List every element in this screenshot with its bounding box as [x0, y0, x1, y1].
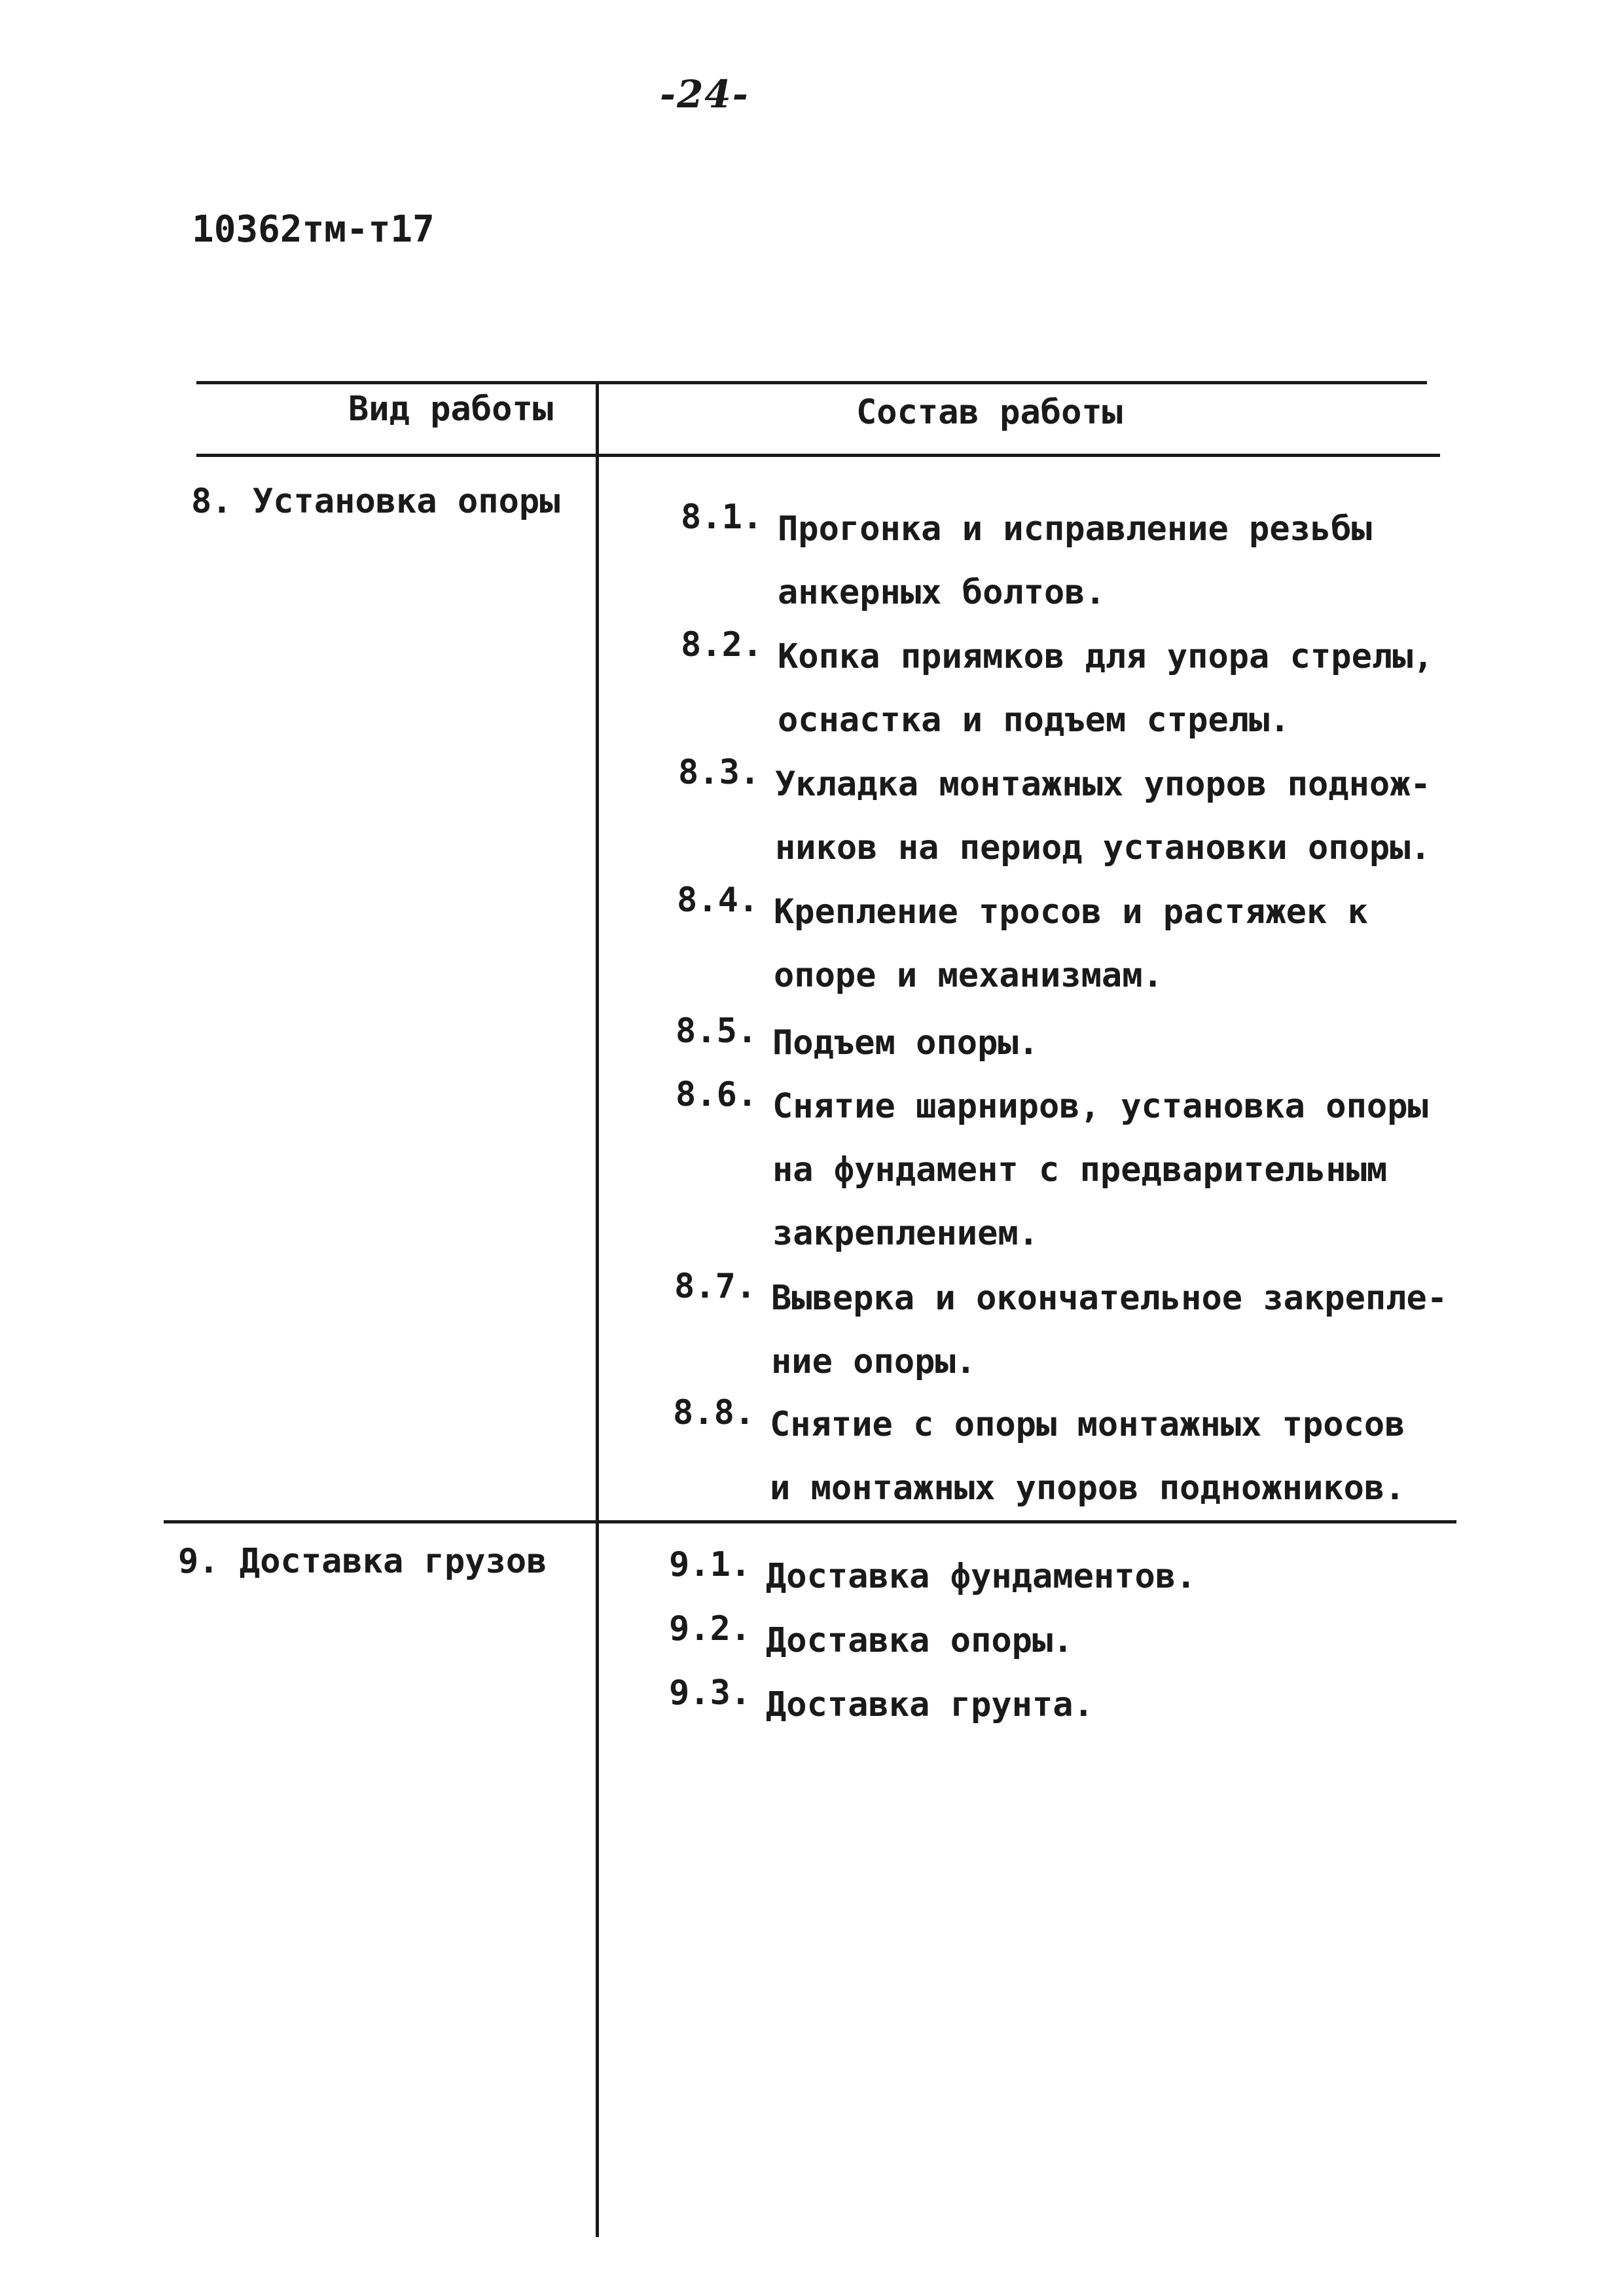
- column-divider: [596, 381, 599, 2237]
- step-text: Снятие шарниров, установка опоры на фундамент с предварительным закреплением.: [772, 1087, 1428, 1253]
- step-text: Доставка грунта.: [766, 1685, 1094, 1724]
- header-work-type: Вид работы: [348, 390, 554, 429]
- step-number: 8.8.: [673, 1393, 755, 1432]
- header-bottom-rule: [196, 454, 1440, 457]
- step-number: 8.6.: [676, 1075, 758, 1114]
- step-text: Крепление тросов и растяжек к опоре и механизмам.: [774, 892, 1368, 995]
- step-text: Доставка опоры.: [766, 1621, 1074, 1660]
- step-number: 9.2.: [669, 1609, 751, 1649]
- step-number: 8.3.: [678, 753, 761, 792]
- step-number: 8.2.: [681, 625, 763, 665]
- step-text: Подъем опоры.: [772, 1023, 1039, 1063]
- page-number: -24-: [660, 72, 749, 117]
- step-number: 9.1.: [669, 1545, 751, 1584]
- step-number: 8.1.: [681, 498, 763, 537]
- step-number: 8.5.: [676, 1011, 758, 1051]
- step-number: 8.7.: [674, 1267, 757, 1306]
- header-work-content: Состав работы: [856, 393, 1123, 432]
- step-text: Доставка фундаментов.: [766, 1557, 1197, 1596]
- table-top-rule: [196, 381, 1427, 384]
- step-number: 8.4.: [677, 881, 759, 920]
- work-type-9: 9. Доставка грузов: [178, 1542, 547, 1581]
- row-divider-rule: [164, 1520, 1456, 1523]
- step-text: Снятие с опоры монтажных тросов и монтажных упоров подножников.: [770, 1405, 1405, 1508]
- work-type-8: 8. Установка опоры: [191, 482, 560, 521]
- step-text: Выверка и окончательное закрепле- ние опоры.: [771, 1279, 1448, 1381]
- step-text: Копка приямков для упора стрелы, оснастка и подъем стрелы.: [778, 637, 1434, 740]
- step-number: 9.3.: [669, 1673, 751, 1713]
- step-text: Прогонка и исправление резьбы анкерных болтов.: [778, 509, 1372, 612]
- step-text: Укладка монтажных упоров поднож- ников на период установки опоры.: [775, 765, 1431, 867]
- document-code: 10362тм-т17: [192, 208, 435, 251]
